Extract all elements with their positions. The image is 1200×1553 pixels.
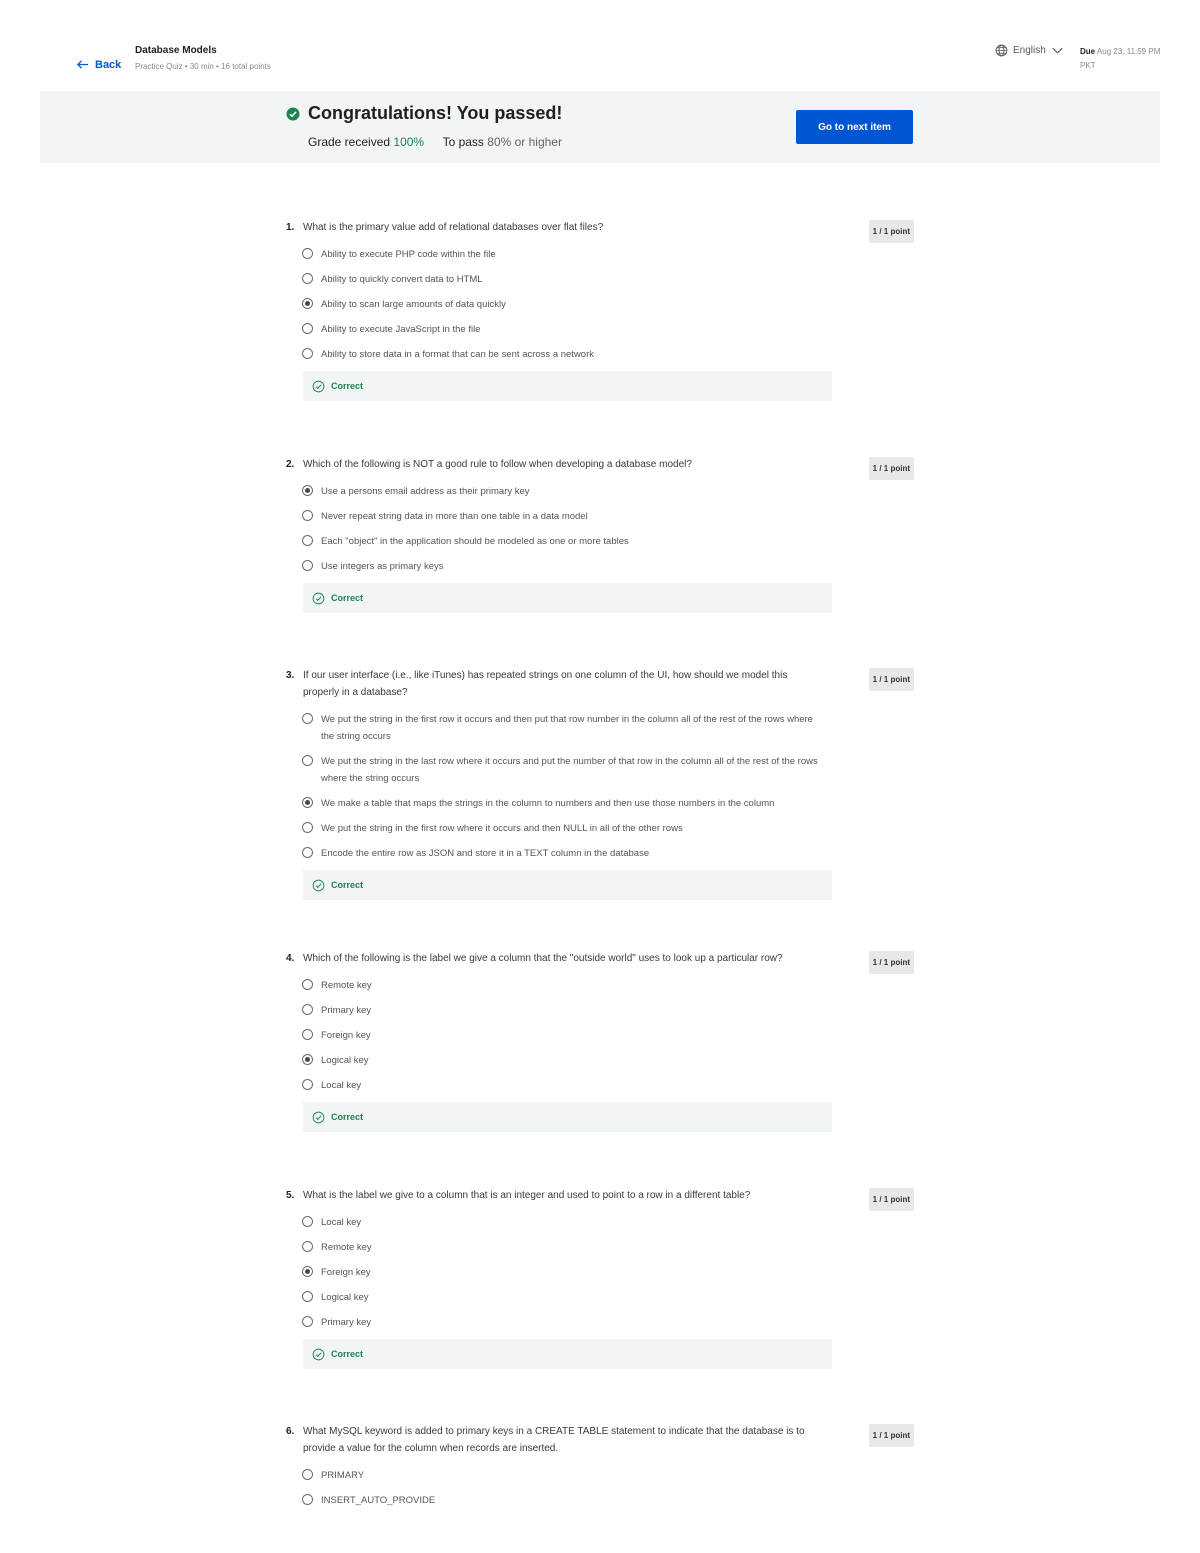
- due-date: [1080, 45, 1170, 73]
- radio-icon[interactable]: [302, 979, 313, 990]
- correct-feedback: [303, 583, 832, 613]
- radio-icon[interactable]: [302, 248, 313, 259]
- answer-option-label: We make a table that maps the strings in the column to numbers and then use those numbers in the column: [321, 798, 775, 809]
- answer-option[interactable]: [286, 346, 916, 363]
- globe-icon: [995, 44, 1008, 57]
- chevron-down-icon: [1051, 44, 1064, 57]
- points-badge: 1 / 1 point: [869, 1424, 914, 1447]
- back-label: Back: [95, 58, 122, 71]
- answer-option[interactable]: [286, 558, 916, 575]
- radio-icon[interactable]: [302, 1029, 313, 1040]
- answer-option[interactable]: [286, 1002, 916, 1019]
- question-3: [286, 667, 916, 900]
- answer-option[interactable]: [286, 711, 916, 745]
- feedback-label: Correct: [331, 1349, 364, 1359]
- points-badge: 1 / 1 point: [869, 457, 914, 480]
- answer-option[interactable]: [286, 1264, 916, 1281]
- arrow-left-icon: [76, 58, 89, 71]
- question-number: 4.: [286, 953, 295, 964]
- check-circle-outline-icon: [312, 592, 325, 605]
- answer-option-label: We put the string in the first row it occurs and then put that row number in the column all of the rest of the rows where the string occurs: [321, 714, 813, 742]
- question-header: [286, 1187, 916, 1204]
- answer-option[interactable]: [286, 1239, 916, 1256]
- answer-option[interactable]: [286, 1492, 916, 1509]
- question-text: Which of the following is the label we give a column that the "outside world" uses to look up a particular row?: [303, 953, 783, 964]
- answer-options: [286, 483, 916, 575]
- grade-value: 100%: [393, 135, 425, 149]
- pass-value: 80% or higher: [487, 135, 562, 149]
- answer-option-label: Foreign key: [321, 1267, 371, 1278]
- answer-option-label: PRIMARY: [321, 1470, 365, 1481]
- pass-title: Congratulations! You passed!: [308, 103, 563, 123]
- result-banner: [40, 91, 1160, 163]
- answer-option[interactable]: [286, 977, 916, 994]
- question-header: [286, 456, 916, 473]
- due-label: Due: [1080, 47, 1096, 56]
- answer-option[interactable]: [286, 1027, 916, 1044]
- page-subtitle: Practice Quiz • 30 min • 16 total points: [135, 62, 271, 71]
- radio-icon[interactable]: [302, 348, 313, 359]
- question-header: [286, 950, 916, 967]
- points-badge: 1 / 1 point: [869, 951, 914, 974]
- answer-option-label: Never repeat string data in more than one table in a data model: [321, 511, 588, 522]
- answer-option-label: Use integers as primary keys: [321, 561, 444, 572]
- radio-icon[interactable]: [302, 1079, 313, 1090]
- answer-option[interactable]: [286, 795, 916, 812]
- correct-feedback: [303, 371, 832, 401]
- answer-options: [286, 246, 916, 363]
- answer-option-label: Primary key: [321, 1317, 372, 1328]
- question-1: [286, 219, 916, 401]
- check-circle-outline-icon: [312, 1348, 325, 1361]
- check-circle-outline-icon: [312, 879, 325, 892]
- answer-option-label: Local key: [321, 1080, 362, 1091]
- radio-selected-icon[interactable]: [302, 797, 313, 808]
- answer-option[interactable]: [286, 845, 916, 862]
- answer-option[interactable]: [286, 321, 916, 338]
- points-badge: 1 / 1 point: [869, 1188, 914, 1211]
- feedback-label: Correct: [331, 1112, 364, 1122]
- radio-icon[interactable]: [302, 1469, 313, 1480]
- correct-feedback: [303, 1102, 832, 1132]
- question-number: 1.: [286, 222, 295, 233]
- radio-selected-icon[interactable]: [302, 1054, 313, 1065]
- radio-icon[interactable]: [302, 1316, 313, 1327]
- answer-options: [286, 977, 916, 1094]
- feedback-label: Correct: [331, 593, 364, 603]
- answer-option-label: Remote key: [321, 1242, 372, 1253]
- correct-feedback: [303, 870, 832, 900]
- language-selector[interactable]: [995, 44, 1064, 57]
- radio-icon[interactable]: [302, 1291, 313, 1302]
- answer-option[interactable]: [286, 753, 916, 787]
- check-circle-outline-icon: [312, 1111, 325, 1124]
- answer-option-label: Remote key: [321, 980, 372, 991]
- radio-icon[interactable]: [302, 1241, 313, 1252]
- answer-option-label: Each "object" in the application should be modeled as one or more tables: [321, 536, 629, 547]
- radio-selected-icon[interactable]: [302, 485, 313, 496]
- radio-icon[interactable]: [302, 755, 313, 766]
- radio-selected-icon[interactable]: [302, 1266, 313, 1277]
- points-badge: 1 / 1 point: [869, 220, 914, 243]
- answer-options: [286, 1214, 916, 1331]
- answer-option-label: We put the string in the first row where it occurs and then NULL in all of the other rows: [321, 823, 683, 834]
- points-badge: 1 / 1 point: [869, 668, 914, 691]
- question-number: 2.: [286, 459, 295, 470]
- language-label: English: [1013, 45, 1046, 56]
- answer-option-label: Ability to scan large amounts of data quickly: [321, 299, 506, 310]
- question-text: What is the primary value add of relational databases over flat files?: [303, 222, 604, 233]
- grade-label: Grade received: [308, 135, 391, 149]
- radio-selected-icon[interactable]: [302, 298, 313, 309]
- answer-option[interactable]: [286, 533, 916, 550]
- question-number: 6.: [286, 1426, 295, 1437]
- question-number: 5.: [286, 1190, 295, 1201]
- radio-icon[interactable]: [302, 847, 313, 858]
- question-header: [286, 1423, 916, 1457]
- question-text: Which of the following is NOT a good rule to follow when developing a database model?: [303, 459, 692, 470]
- check-circle-outline-icon: [312, 380, 325, 393]
- radio-icon[interactable]: [302, 1216, 313, 1227]
- question-number: 3.: [286, 670, 295, 681]
- grade-line: [308, 135, 562, 149]
- answer-option[interactable]: [286, 271, 916, 288]
- question-4: [286, 950, 916, 1132]
- answer-option-label: Local key: [321, 1217, 362, 1228]
- radio-icon[interactable]: [302, 560, 313, 571]
- radio-icon[interactable]: [302, 1004, 313, 1015]
- correct-feedback: [303, 1339, 832, 1369]
- answer-options: [286, 1467, 916, 1509]
- next-item-button[interactable]: Go to next item: [796, 110, 913, 144]
- question-text: What is the label we give to a column that is an integer and used to point to a row in a different table?: [303, 1190, 751, 1201]
- answer-option-label: Ability to execute PHP code within the file: [321, 249, 496, 260]
- radio-icon[interactable]: [302, 822, 313, 833]
- answer-option-label: Ability to execute JavaScript in the file: [321, 324, 481, 335]
- answer-option[interactable]: [286, 1289, 916, 1306]
- page-title: Database Models: [135, 45, 217, 56]
- answer-option-label: Logical key: [321, 1055, 369, 1066]
- answer-option-label: Encode the entire row as JSON and store it in a TEXT column in the database: [321, 848, 650, 859]
- answer-option-label: Logical key: [321, 1292, 369, 1303]
- answer-option[interactable]: [286, 1214, 916, 1231]
- feedback-label: Correct: [331, 880, 364, 890]
- answer-option-label: Ability to store data in a format that can be sent across a network: [321, 349, 594, 360]
- pass-label: To pass: [442, 135, 484, 149]
- top-bar: [0, 0, 1200, 90]
- answer-option[interactable]: [286, 1467, 916, 1484]
- due-value: Aug 23, 11:59 PM PKT: [1080, 47, 1161, 70]
- answer-option[interactable]: [286, 508, 916, 525]
- answer-option-label: INSERT_AUTO_PROVIDE: [321, 1495, 436, 1506]
- answer-option[interactable]: [286, 483, 916, 500]
- question-2: [286, 456, 916, 613]
- question-text: What MySQL keyword is added to primary keys in a CREATE TABLE statement to indicate that the database is to provide a value for the column when records are inserted.: [303, 1426, 805, 1454]
- back-button[interactable]: [76, 58, 121, 71]
- answer-option[interactable]: [286, 296, 916, 313]
- answer-option-label: We put the string in the last row where it occurs and put the number of that row in the column all of the rest of the rows where the string occurs: [321, 756, 818, 784]
- answer-option[interactable]: [286, 1077, 916, 1094]
- answer-option[interactable]: [286, 246, 916, 263]
- question-5: [286, 1187, 916, 1369]
- answer-options: [286, 711, 916, 862]
- answer-option[interactable]: [286, 1314, 916, 1331]
- radio-icon[interactable]: [302, 535, 313, 546]
- radio-icon[interactable]: [302, 1494, 313, 1505]
- radio-icon[interactable]: [302, 273, 313, 284]
- answer-option[interactable]: [286, 1052, 916, 1069]
- radio-icon[interactable]: [302, 713, 313, 724]
- radio-icon[interactable]: [302, 510, 313, 521]
- question-header: [286, 667, 916, 701]
- answer-option-label: Use a persons email address as their primary key: [321, 486, 530, 497]
- answer-option-label: Foreign key: [321, 1030, 371, 1041]
- check-circle-icon: [286, 107, 300, 121]
- answer-option[interactable]: [286, 820, 916, 837]
- question-header: [286, 219, 916, 236]
- answer-option-label: Primary key: [321, 1005, 372, 1016]
- radio-icon[interactable]: [302, 323, 313, 334]
- question-text: If our user interface (i.e., like iTunes) has repeated strings on one column of the UI, how should we model this properly in a database?: [303, 670, 788, 698]
- question-6: [286, 1423, 916, 1517]
- feedback-label: Correct: [331, 381, 364, 391]
- answer-option-label: Ability to quickly convert data to HTML: [321, 274, 483, 285]
